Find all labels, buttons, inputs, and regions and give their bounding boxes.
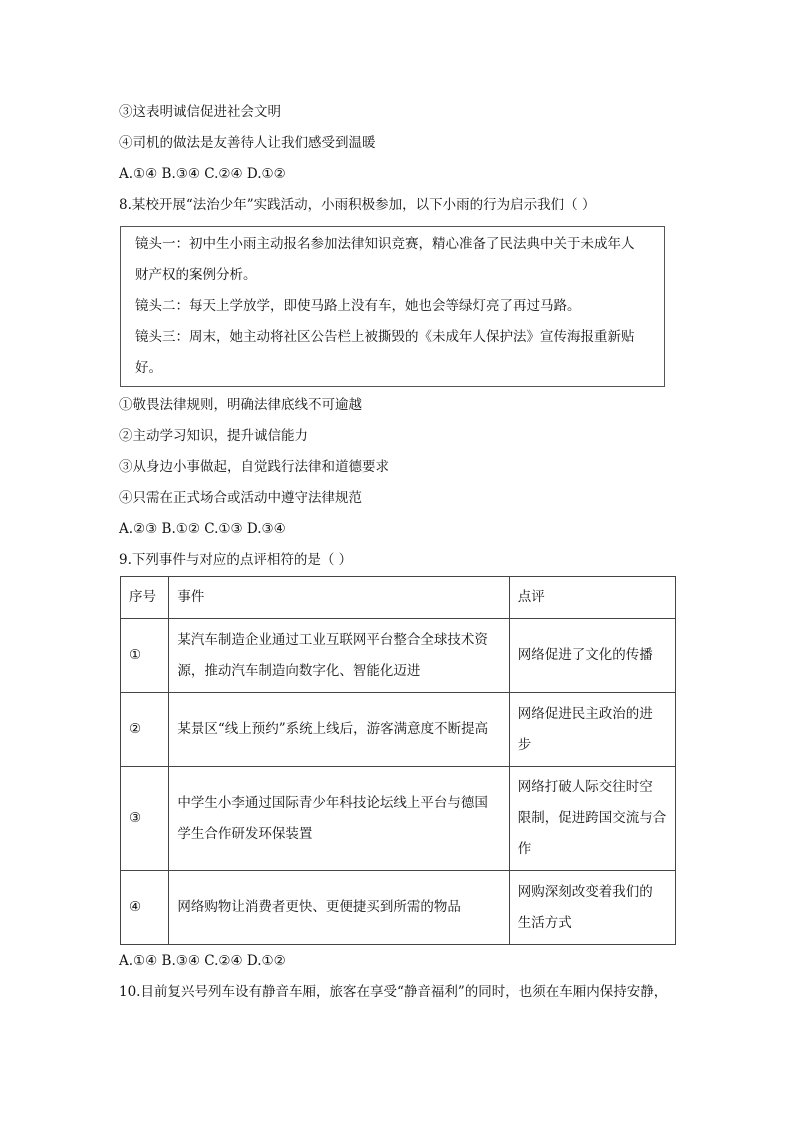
- table-row: [121, 767, 676, 871]
- row-comment: 网购深刻改变着我们的 生活方式: [509, 871, 675, 945]
- q8-scenario-box: [120, 226, 665, 387]
- header-comment: 点评: [509, 577, 675, 619]
- row-comment: 网络促进了文化的传播: [509, 619, 675, 693]
- row-no: ③: [121, 767, 169, 871]
- table-row: [121, 693, 676, 767]
- q8-item-3: ③从身边小事做起，自觉践行法律和道德要求: [119, 459, 389, 475]
- row-event: 某景区“线上预约”系统上线后，游客满意度不断提高: [169, 693, 509, 767]
- q8-item-1: ①敬畏法律规则，明确法律底线不可逾越: [119, 397, 362, 413]
- q9-options: A.①④ B.③④ C.②④ D.①②: [119, 953, 286, 969]
- row-comment: 网络促进民主政治的进 步: [509, 693, 675, 767]
- row-event: 中学生小李通过国际青少年科技论坛线上平台与德国 学生合作研发环保装置: [169, 767, 509, 871]
- q8-box-line: 镜头一：初中生小雨主动报名参加法律知识竞赛，精心准备了民法典中关于未成年人: [135, 236, 635, 252]
- row-event: 网络购物让消费者更快、更便捷买到所需的物品: [169, 871, 509, 945]
- q8-options: A.②③ B.①② C.①③ D.③④: [119, 521, 286, 537]
- q7-item-3: ③这表明诚信促进社会文明: [119, 104, 281, 120]
- row-no: ②: [121, 693, 169, 767]
- q8-item-2: ②主动学习知识，提升诚信能力: [119, 428, 308, 444]
- q7-options: A.①④ B.③④ C.②④ D.①②: [119, 166, 286, 182]
- table-header-row: [121, 577, 676, 619]
- q8-stem: 8.某校开展“法治少年”实践活动，小雨积极参加，以下小雨的行为启示我们（ ）: [119, 197, 596, 213]
- header-no: 序号: [121, 577, 169, 619]
- q8-box-line: 镜头二：每天上学放学，即使马路上没有车，她也会等绿灯亮了再过马路。: [135, 298, 581, 314]
- q10-stem: 10.目前复兴号列车设有静音车厢，旅客在享受“静音福利”的同时，也须在车厢内保持安静，: [119, 984, 668, 1000]
- table-row: [121, 871, 676, 945]
- row-no: ①: [121, 619, 169, 693]
- row-no: ④: [121, 871, 169, 945]
- row-comment: 网络打破人际交往时空 限制，促进跨国交流与合 作: [509, 767, 675, 871]
- header-event: 事件: [169, 577, 509, 619]
- q7-item-4: ④司机的做法是友善待人让我们感受到温暖: [119, 135, 376, 151]
- q8-box-line: 镜头三：周末，她主动将社区公告栏上被撕毁的《未成年人保护法》宣传海报重新贴: [135, 329, 635, 345]
- q8-box-line: 好。: [135, 360, 162, 376]
- q9-stem: 9.下列事件与对应的点评相符的是（ ）: [119, 552, 353, 568]
- q8-box-line: 财产权的案例分析。: [135, 267, 257, 283]
- q8-item-4: ④只需在正式场合或活动中遵守法律规范: [119, 490, 362, 506]
- q9-table: [120, 576, 676, 945]
- row-event: 某汽车制造企业通过工业互联网平台整合全球技术资 源，推动汽车制造向数字化、智能化迈进: [169, 619, 509, 693]
- table-row: [121, 619, 676, 693]
